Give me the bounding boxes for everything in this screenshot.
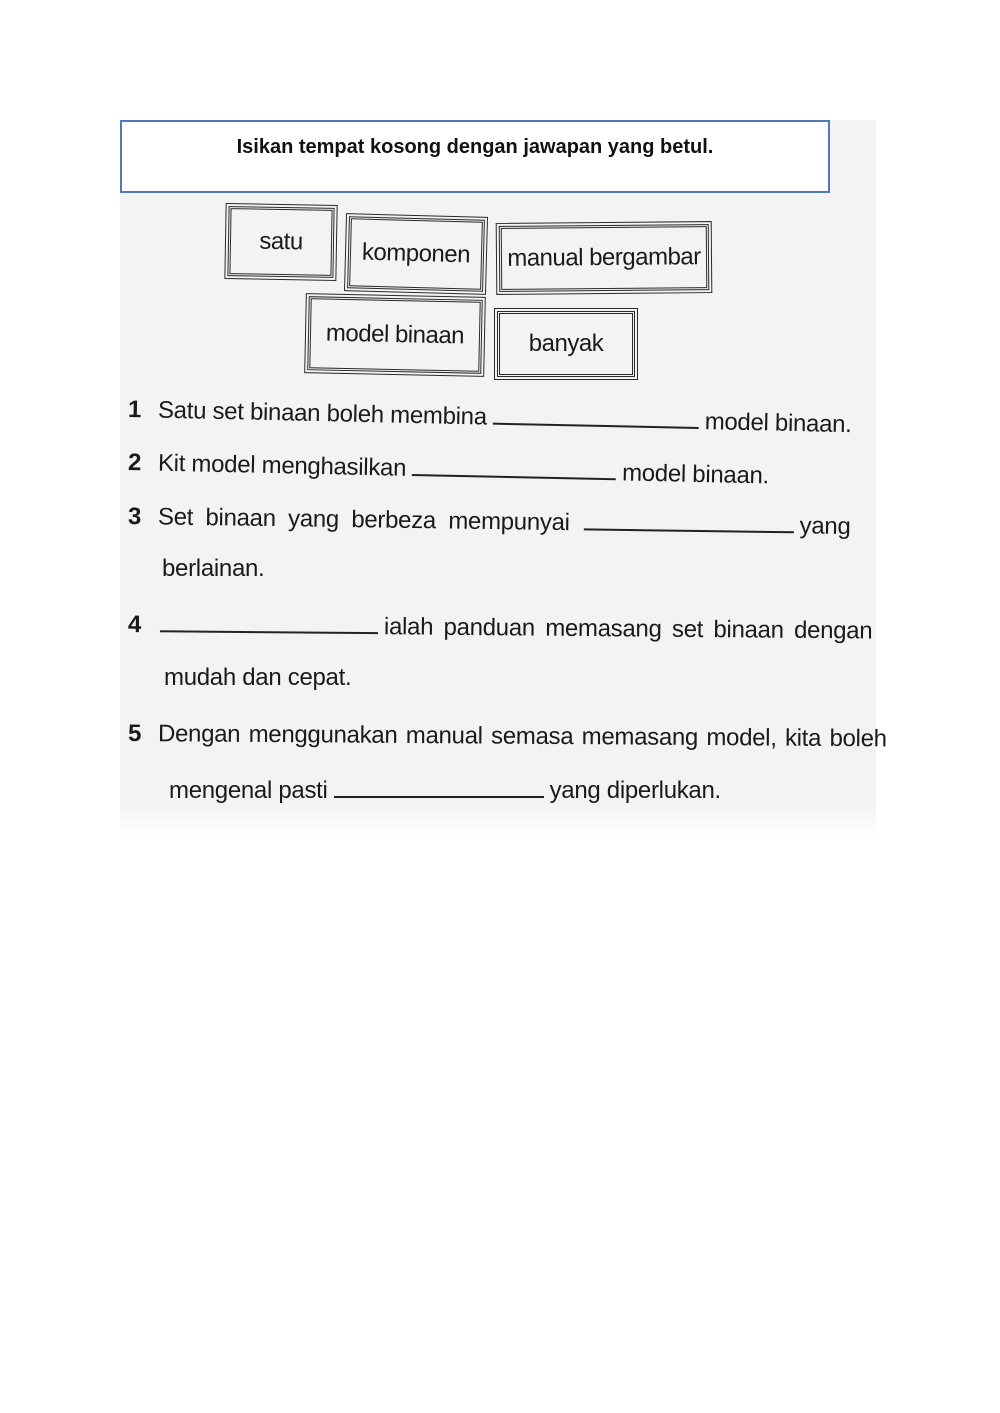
question-text: Satu set binaan boleh membina [157, 396, 488, 431]
word-chip-banyak[interactable]: banyak [497, 311, 635, 377]
answer-blank[interactable] [160, 610, 378, 634]
question-text: yang [799, 512, 851, 541]
question-number: 5 [127, 720, 142, 748]
question-5 [128, 720, 887, 753]
question-text: Kit model menghasilkan [157, 449, 407, 482]
word-chip-manual-bergambar[interactable]: manual bergambar [499, 224, 710, 292]
answer-blank[interactable] [334, 776, 544, 798]
word-chip-model-binaan[interactable]: model binaan [307, 296, 483, 374]
question-5-continuation [169, 776, 721, 805]
instruction-text: Isikan tempat kosong dengan jawapan yang betul. [236, 136, 714, 158]
question-number: 4 [127, 611, 142, 639]
question-text: mengenal pasti [169, 777, 328, 804]
answer-blank[interactable] [493, 403, 699, 429]
instruction-box [120, 120, 830, 193]
question-text: Set binaan yang berbeza mempunyai [157, 503, 570, 537]
question-text: yang diperlukan. [549, 777, 721, 804]
answer-blank[interactable] [584, 508, 794, 533]
word-chip-komponen[interactable]: komponen [347, 216, 485, 292]
question-number: 2 [127, 449, 142, 477]
question-text: Dengan menggunakan manual semasa memasang model, kita boleh [157, 720, 887, 753]
question-number: 1 [127, 396, 142, 424]
question-text: ialah panduan memasang set binaan dengan [383, 613, 873, 645]
question-text: model binaan. [621, 459, 770, 490]
answer-blank[interactable] [412, 454, 616, 480]
question-text: model binaan. [704, 408, 852, 439]
question-number: 3 [127, 503, 142, 531]
question-4-continuation: mudah dan cepat. [164, 664, 352, 691]
word-chip-satu[interactable]: satu [227, 206, 334, 278]
question-3-continuation: berlainan. [162, 555, 265, 582]
